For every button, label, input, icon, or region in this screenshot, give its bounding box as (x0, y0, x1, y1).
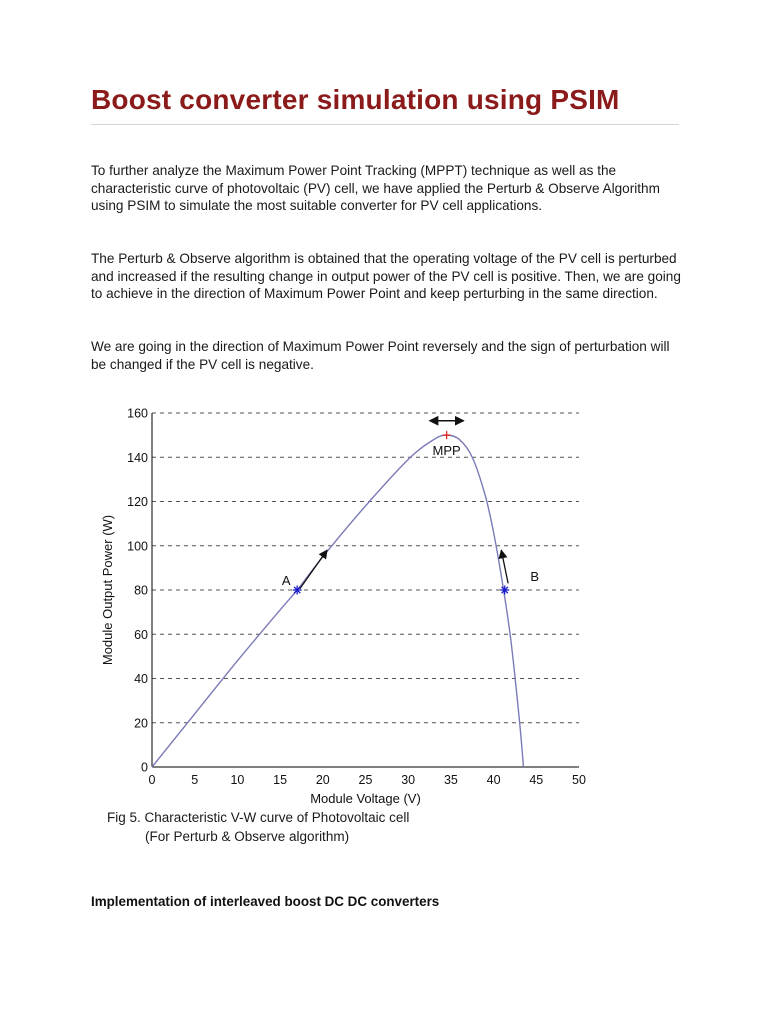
y-tick-label-0: 0 (141, 760, 148, 775)
y-tick-label-80: 80 (134, 583, 148, 598)
x-tick-label-0: 0 (148, 773, 156, 787)
x-tick-label-10: 10 (230, 773, 245, 787)
pv-power-curve-0 (152, 435, 523, 767)
point-marker-mpp (443, 431, 451, 439)
title-divider (91, 124, 679, 125)
reverse-direction-paragraph: We are going in the direction of Maximum Power Point reversely and the sign of perturbation will be changed if the PV cell is negative. (91, 339, 670, 372)
x-tick-label-30: 30 (401, 773, 416, 787)
y-axis-label: Module Output Power (W) (100, 514, 115, 666)
x-tick-label-5: 5 (191, 773, 199, 787)
direction-arrow-0 (300, 550, 327, 589)
x-axis-label: Module Voltage (V) (310, 791, 421, 806)
x-tick-label-50: 50 (572, 773, 586, 787)
figure-caption-line1: Fig 5. Characteristic V-W curve of Photovoltaic cell (107, 810, 410, 825)
y-tick-label-120: 120 (127, 495, 148, 509)
point-marker-b (500, 586, 509, 595)
y-tick-label-60: 60 (134, 627, 148, 642)
x-tick-label-40: 40 (486, 773, 501, 787)
point-label-b: B (530, 569, 540, 584)
y-tick-label-100: 100 (127, 539, 148, 554)
figure-caption-line2: (For Perturb & Observe algorithm) (145, 829, 350, 844)
chart-series (152, 435, 523, 767)
figure-caption (107, 808, 409, 846)
y-tick-label-140: 140 (127, 450, 148, 465)
section-subheading: Implementation of interleaved boost DC DC converters (91, 894, 440, 909)
chart-tick-labels (127, 407, 586, 788)
intro-paragraph: To further analyze the Maximum Power Point Tracking (MPPT) technique as well as the characteristic curve of photovoltaic (PV) cell, we have applied the Perturb & Observe Algorithm using PSIM to simulate the most suitable converter for PV cell applications. (91, 163, 660, 213)
x-tick-label-25: 25 (358, 773, 373, 787)
pv-curve-chart (96, 396, 596, 856)
x-tick-label-35: 35 (443, 773, 458, 787)
y-tick-label-160: 160 (127, 406, 148, 421)
x-tick-label-15: 15 (273, 773, 288, 787)
y-tick-label-20: 20 (134, 716, 148, 731)
point-label-a: A (281, 573, 291, 588)
x-tick-label-20: 20 (315, 773, 330, 787)
algorithm-paragraph: The Perturb & Observe algorithm is obtained that the operating voltage of the PV cell is perturbed and increased if the resulting change in output power of the PV cell is positive. Then, we are going to achieve in the direction of Maximum Power Point and keep perturbing in the same direction. (91, 251, 681, 301)
y-tick-label-40: 40 (134, 672, 148, 686)
page-title: Boost converter simulation using PSIM (91, 84, 620, 115)
point-label-mpp: MPP (432, 443, 461, 459)
pv-curve-svg (96, 396, 596, 816)
x-tick-label-45: 45 (529, 773, 544, 787)
